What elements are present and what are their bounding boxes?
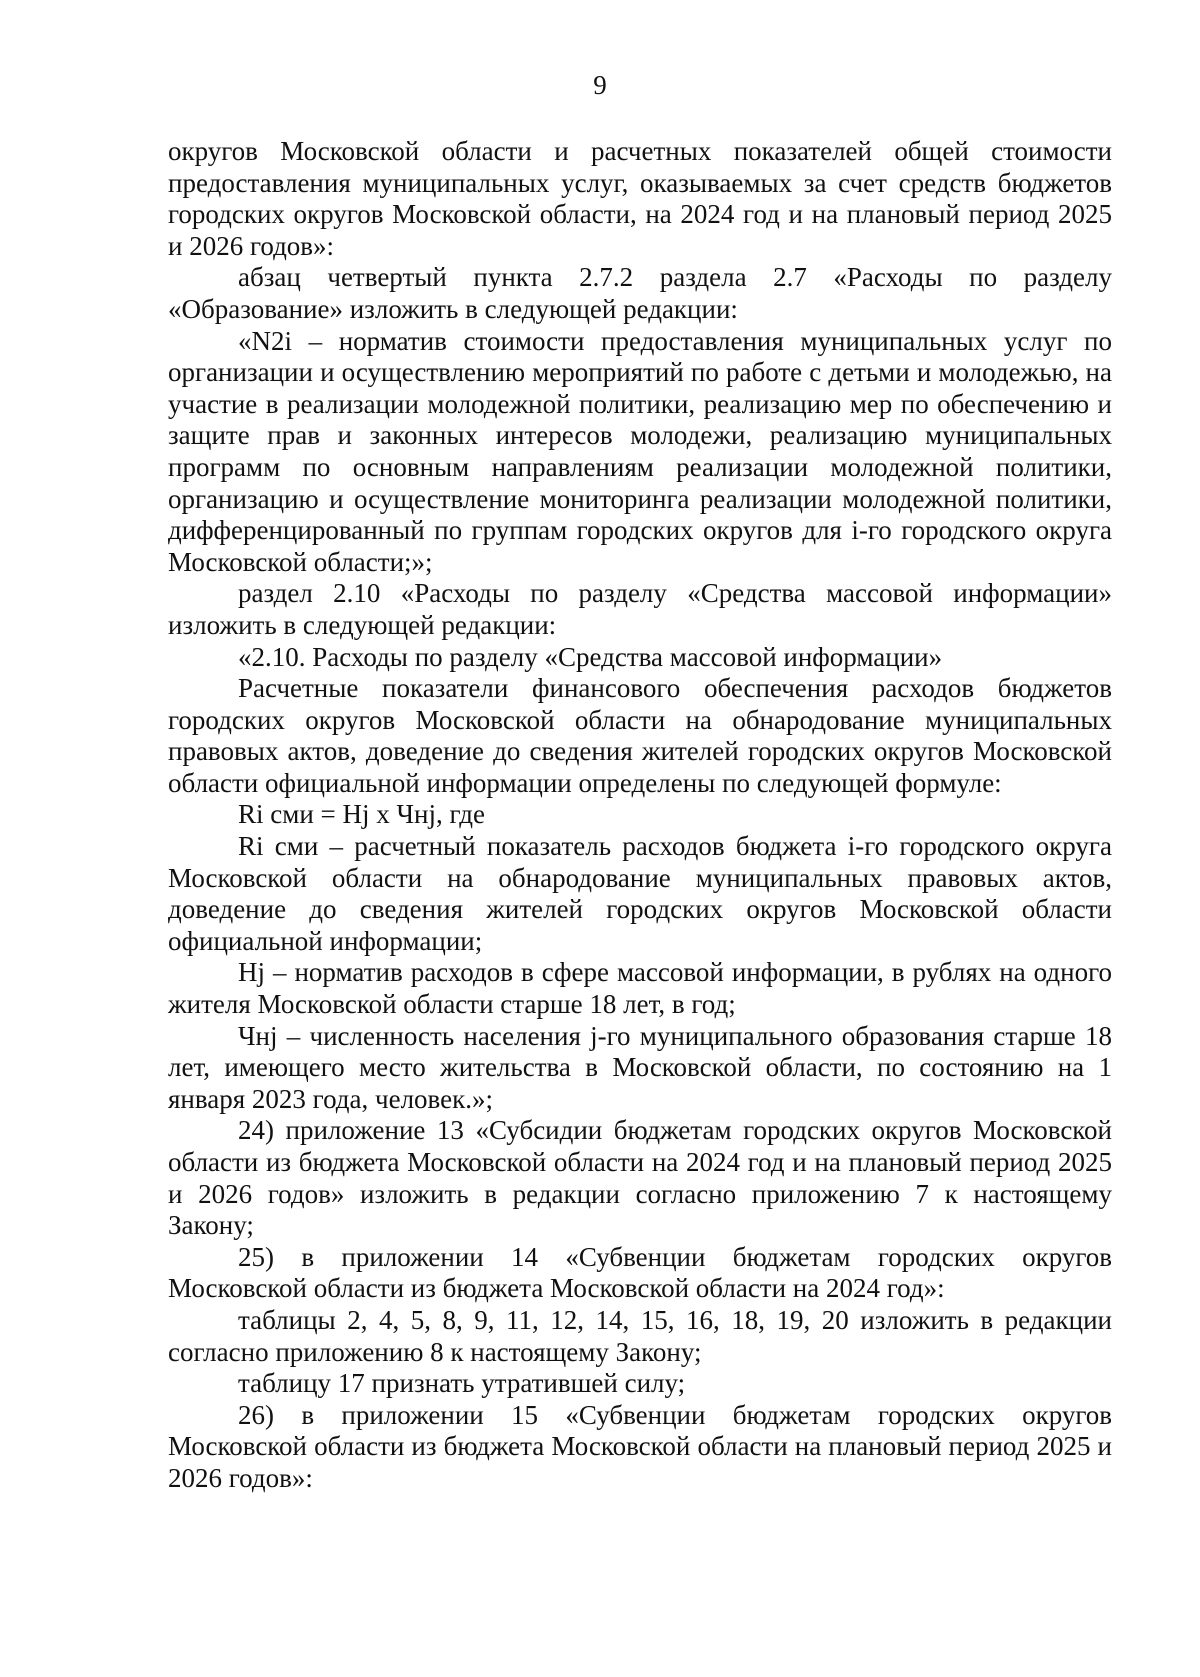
paragraph-item-26: 26) в приложении 15 «Субвенции бюджетам городских округов Московской области из бюджета Московской области на плановый период 2025 и 2026 годов»: [168, 1399, 1112, 1493]
paragraph-ri-definition: Ri сми – расчетный показатель расходов бюджета i-го городского округа Московской области на обнародование муниципальных правовых актов, доведение до сведения жителей городских округов Московской области официальной информации; [168, 831, 1112, 956]
paragraph-chnj-definition: Чнj – численность населения j-го муниципального образования старше 18 лет, имеющего место жительства в Московской области, по состоянию на 1 января 2023 года, человек.»; [168, 1020, 1112, 1114]
page-number: 9 [593, 70, 607, 100]
paragraph-hj-definition: Hj – норматив расходов в сфере массовой информации, в рублях на одного жителя Московской области старше 18 лет, в год; [168, 957, 1112, 1020]
document-body [168, 136, 1112, 1495]
paragraph-item-25: 25) в приложении 14 «Субвенции бюджетам городских округов Московской области из бюджета Московской области на 2024 год»: [168, 1241, 1112, 1304]
paragraph-n2i-definition: «N2i – норматив стоимости предоставления муниципальных услуг по организации и осуществлению мероприятий по работе с детьми и молодежью, на участие в реализации молодежной политики, реализацию мер по обеспечению и защите прав и законных интересов молодежи, реализацию муниципальных программ по основным направлениям реализации молодежной политики, организацию и осуществление мониторинга реализации молодежной политики, дифференцированный по группам городских округов для i-го городского округа Московской области;»; [168, 325, 1112, 577]
paragraph-item-24: 24) приложение 13 «Субсидии бюджетам городских округов Московской области из бюджета Московской области на 2024 год и на плановый период 2025 и 2026 годов» изложить в редакции согласно приложению 7 к настоящему Закону; [168, 1115, 1112, 1241]
paragraph-tables-amendment: таблицы 2, 4, 5, 8, 9, 11, 12, 14, 15, 16, 18, 19, 20 изложить в редакции согласно приложению 8 к настоящему Закону; [168, 1304, 1112, 1367]
paragraph-calculation-intro: Расчетные показатели финансового обеспечения расходов бюджетов городских округов Московской области на обнародование муниципальных правовых актов, доведение до сведения жителей городских округов Московской области официальной информации определены по следующей формуле: [168, 673, 1112, 798]
paragraph-section-2-10: раздел 2.10 «Расходы по разделу «Средства массовой информации» изложить в следующей редакции: [168, 578, 1112, 640]
paragraph-continuation: округов Московской области и расчетных показателей общей стоимости предоставления муниципальных услуг, оказываемых за счет средств бюджетов городских округов Московской области, на 2024 год и на плановый период 2025 и 2026 годов»: [168, 136, 1112, 261]
paragraph-table-17-repeal: таблицу 17 признать утратившей силу; [238, 1368, 686, 1399]
paragraph-section-2-10-title: «2.10. Расходы по разделу «Средства массовой информации» [238, 641, 943, 672]
paragraph-amendment-2-7-2: абзац четвертый пункта 2.7.2 раздела 2.7 «Расходы по разделу «Образование» изложить в следующей редакции: [168, 262, 1112, 324]
paragraph-formula: Ri сми = Hj x Чнj, где [238, 799, 485, 830]
